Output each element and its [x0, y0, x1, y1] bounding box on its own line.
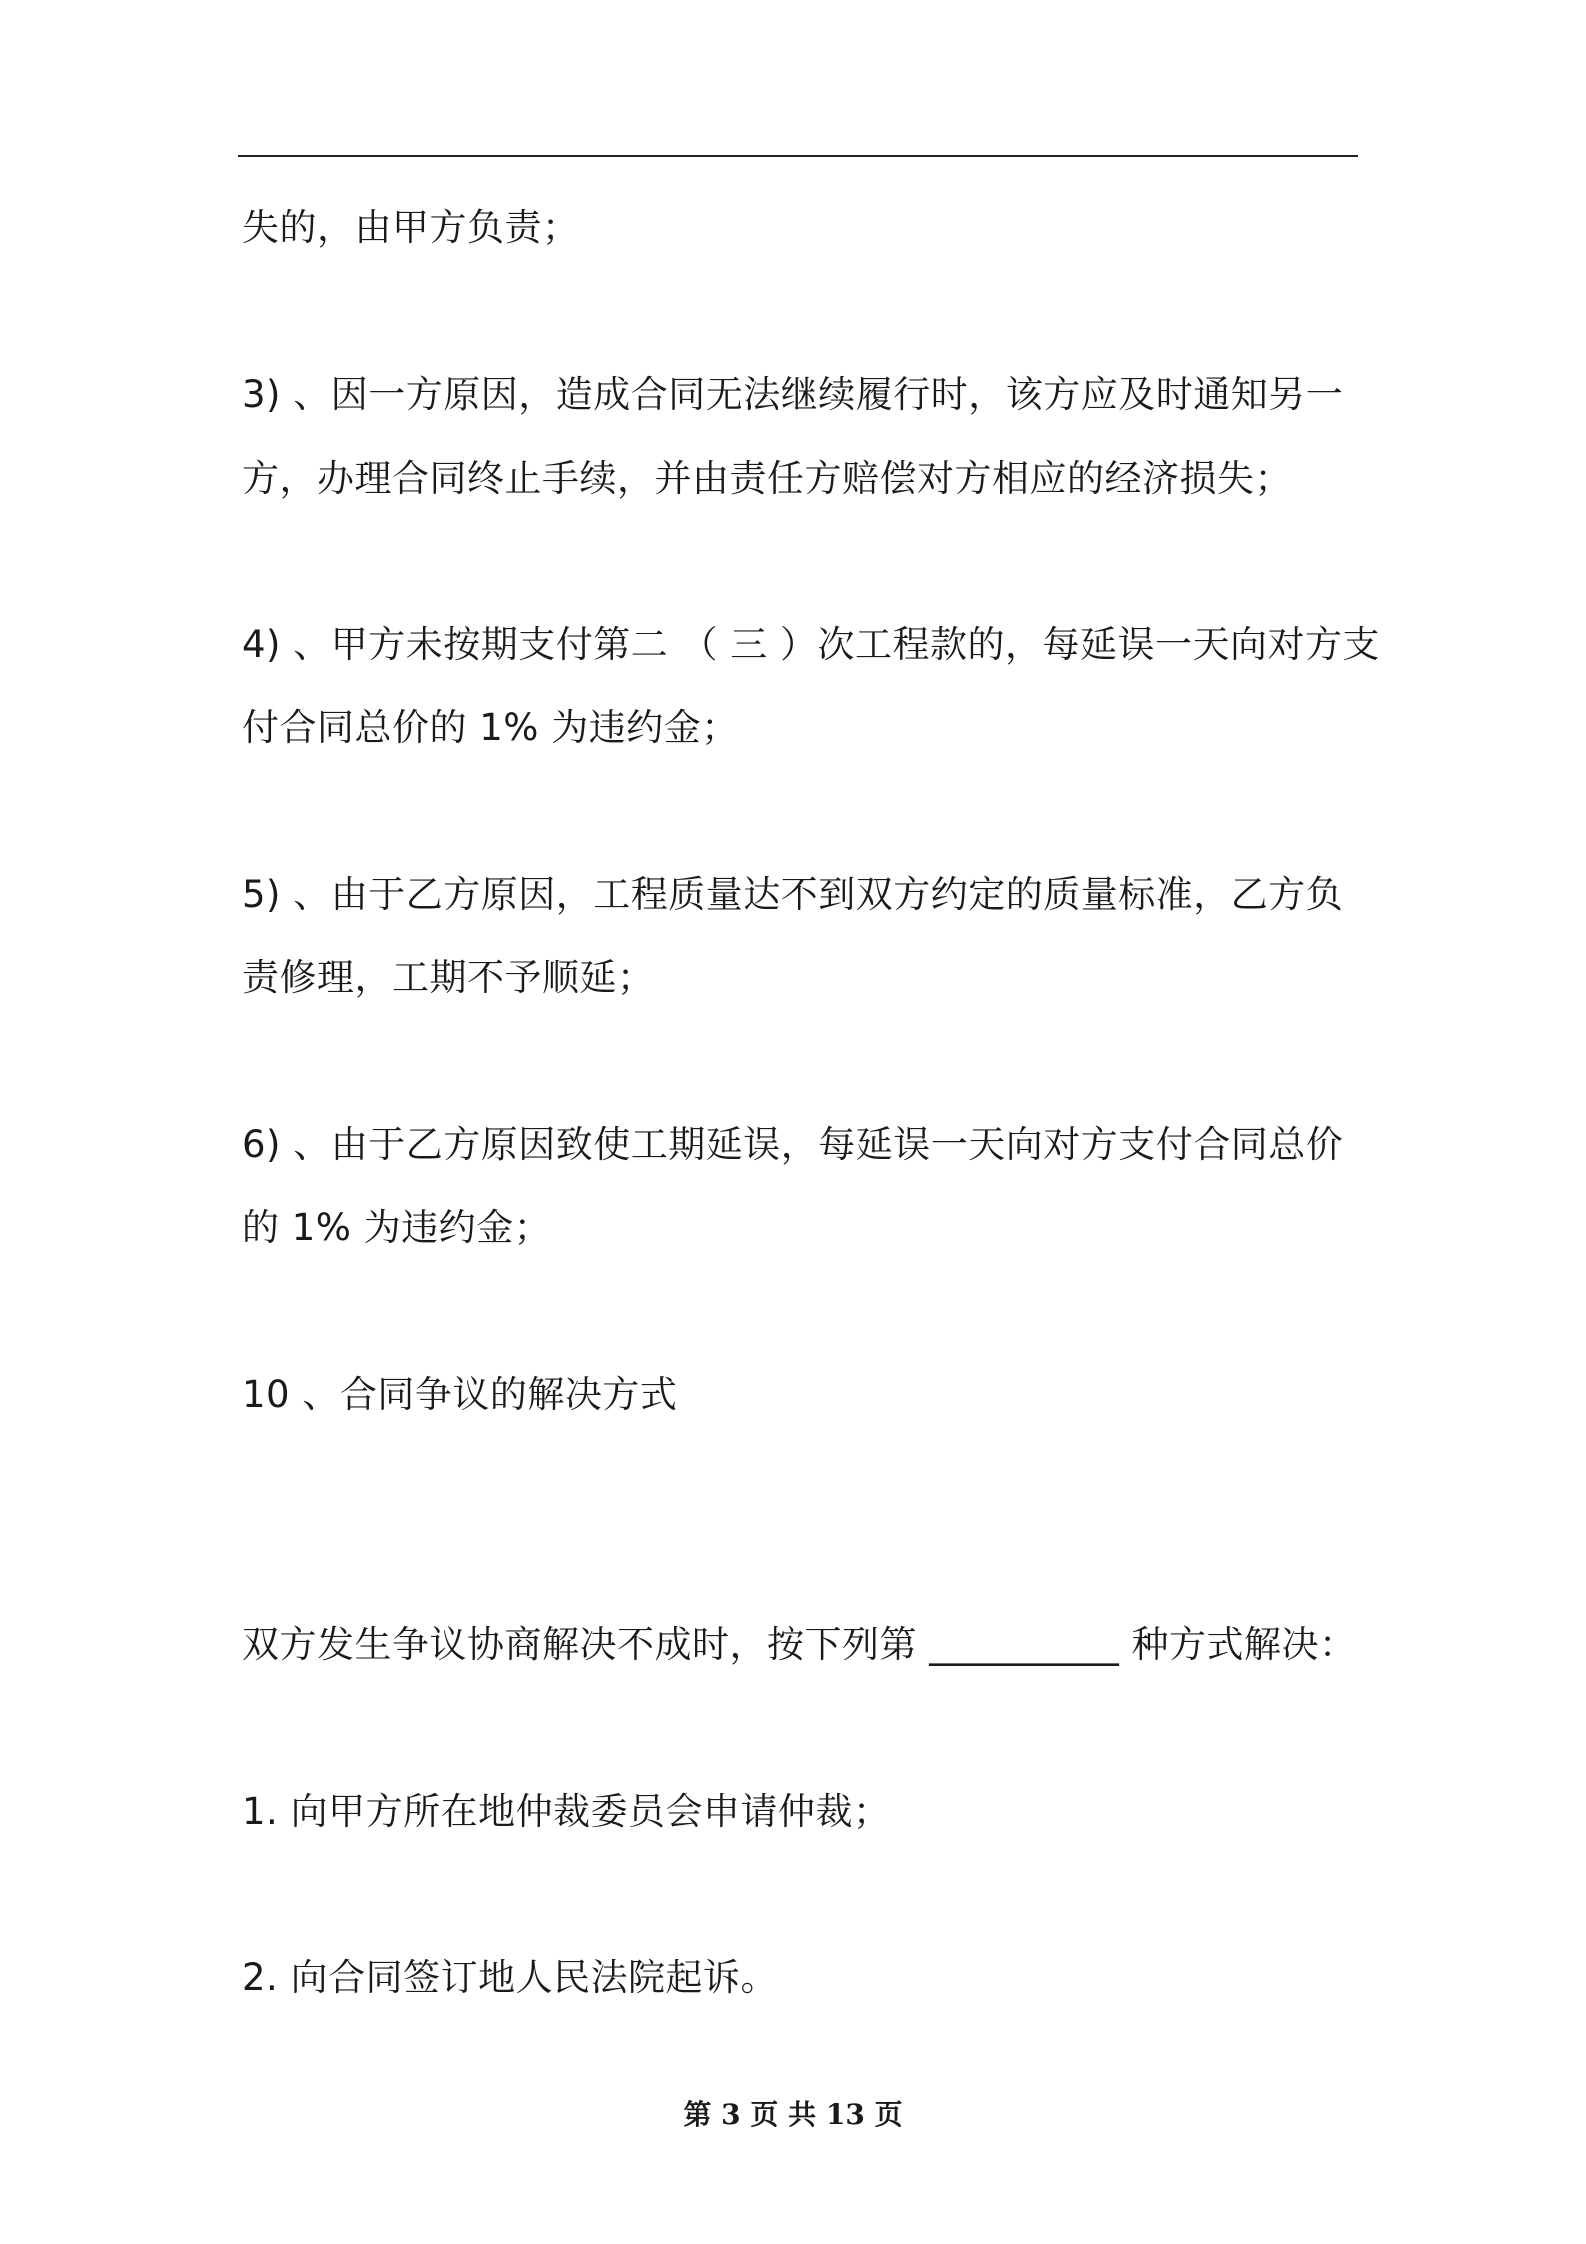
clause-6-line-2: 的 1% 为违约金；	[242, 1206, 552, 1249]
clause-3-line-2: 方，办理合同终止手续，并由责任方赔偿对方相应的经济损失；	[242, 457, 1292, 500]
option-2-line: 2. 向合同签订地人民法院起诉。	[242, 1956, 779, 1999]
clause-5-line-2: 责修理，工期不予顺延；	[242, 956, 655, 999]
dispute-resolution-line: 双方发生争议协商解决不成时，按下列第 __________ 种方式解决：	[242, 1623, 1357, 1666]
clause-3-line-1: 3) 、因一方原因，造成合同无法继续履行时，该方应及时通知另一	[242, 373, 1344, 416]
text-line-1: 失的，由甲方负责；	[242, 206, 580, 249]
clause-4-line-1: 4) 、甲方未按期支付第二 （ 三 ）次工程款的，每延误一天向对方支	[242, 623, 1381, 666]
clause-5-line-1: 5) 、由于乙方原因，工程质量达不到双方约定的质量标准，乙方负	[242, 873, 1344, 916]
option-1-line: 1. 向甲方所在地仲裁委员会申请仲裁；	[242, 1790, 891, 1833]
clause-6-line-1: 6) 、由于乙方原因致使工期延误，每延误一天向对方支付合同总价	[242, 1123, 1344, 1166]
clause-4-line-2: 付合同总价的 1% 为违约金；	[242, 706, 739, 749]
header-rule	[238, 155, 1358, 157]
section-10-heading: 10 、合同争议的解决方式	[242, 1373, 678, 1416]
page-footer: 第 3 页 共 13 页	[683, 2098, 903, 2131]
